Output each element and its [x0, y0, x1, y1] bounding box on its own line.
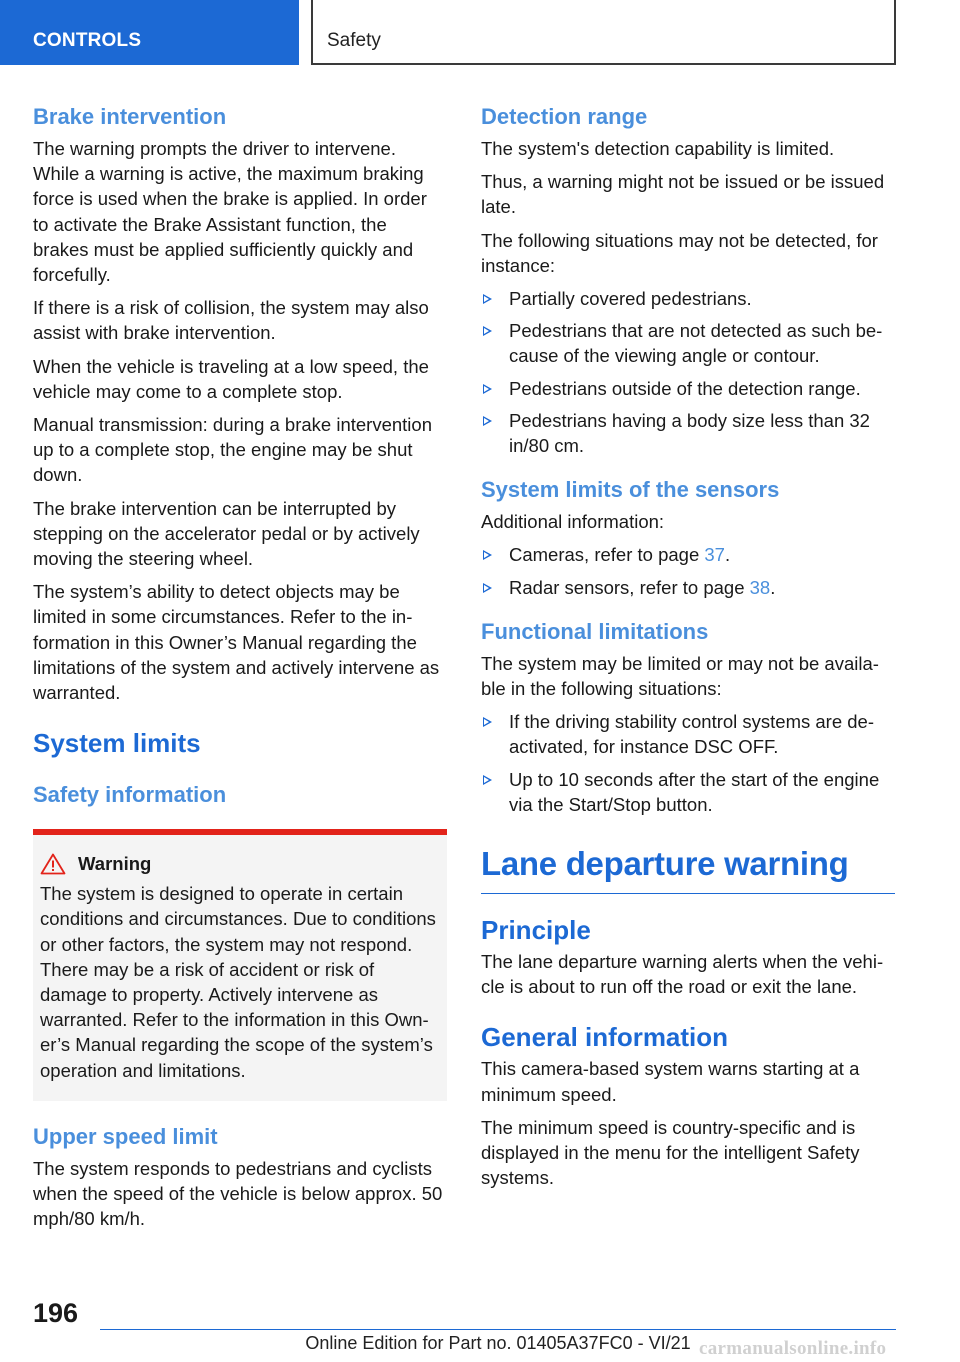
- paragraph: The warning prompts the driver to intervene. While a warning is active, the maximum braking force is used when the brake is applied. In order to activate the Brake Assistant function, the brakes must be applied sufficiently quickly and forcefully.: [33, 138, 427, 286]
- chapter-label: Safety: [327, 30, 381, 51]
- brake-intervention-heading: Brake intervention: [33, 104, 227, 129]
- bullet-triangle-icon: [483, 717, 492, 727]
- bullet-triangle-icon: [483, 775, 492, 785]
- functional-limitations-heading: Functional limitations: [481, 618, 709, 644]
- bullet-triangle-icon: [483, 326, 492, 336]
- list-item: Partially covered pedestrians.: [481, 286, 895, 311]
- detection-range-heading: Detection range: [481, 104, 648, 129]
- chapter-header: [311, 0, 896, 65]
- list-item: Radar sensors, refer to page 38.: [481, 575, 895, 600]
- warning-text: The system is designed to operate in certain conditions and circumstances. Due to conditions or other factors, the system may not respond. There may be a risk of accident or risk of damage to property. Actively intervene as warranted. Refer to the information in this Owner’s Manual regarding the scope of the system’s operation and limitations.: [40, 883, 436, 1081]
- system-limits-heading: System limits: [33, 728, 201, 759]
- bullet-triangle-icon: [483, 294, 492, 304]
- watermark: carmanualsonline.info: [699, 1338, 887, 1359]
- left-column: [33, 103, 447, 1240]
- safety-information-heading: Safety information: [33, 782, 227, 808]
- edition-note: Online Edition for Part no. 01405A37FC0 - VI/21: [305, 1333, 691, 1353]
- paragraph: Manual transmission: during a brake intervention up to a complete stop, the engine may be shut down.: [33, 414, 432, 486]
- page-number: 196: [33, 1298, 79, 1328]
- list-item: Pedestrians that are not detected as such because of the viewing angle or contour.: [481, 318, 895, 368]
- bullet-triangle-icon: [483, 550, 492, 560]
- right-column: [481, 103, 895, 1198]
- warning-title: Warning: [78, 853, 152, 875]
- list-item: Up to 10 seconds after the start of the engine via the Start/Stop button.: [481, 767, 895, 817]
- list-item: Pedestrians having a body size less than 32 in/80 cm.: [481, 408, 895, 458]
- warning-title-row: [40, 853, 439, 875]
- section-tab: [0, 0, 299, 65]
- paragraph: The system responds to pedestrians and cyclists when the speed of the vehicle is below approx. 50 mph/80 km/h.: [33, 1157, 443, 1230]
- paragraph: Additional information:: [481, 511, 665, 533]
- list-item: If the driving stability control systems are deactivated, for instance DSC OFF.: [481, 709, 895, 759]
- page-link-37[interactable]: 37: [704, 544, 725, 566]
- paragraph: The system may be limited or may not be available in the following situations:: [481, 652, 879, 700]
- paragraph: The system’s ability to detect objects may be limited in some circumstances. Refer to the information in this Owner’s Manual regarding the limitations of the system and actively intervene as warranted.: [33, 581, 440, 704]
- paragraph: The minimum speed is country-specific and is displayed in the menu for the intelligent Safety systems.: [481, 1116, 860, 1189]
- paragraph: This camera-based system warns starting at a minimum speed.: [481, 1058, 860, 1105]
- list-item: Cameras, refer to page 37.: [481, 542, 895, 567]
- lane-departure-warning-heading: Lane departure warning: [481, 843, 895, 894]
- paragraph: The system's detection capability is limited.: [481, 138, 835, 159]
- sensor-limits-heading: System limits of the sensors: [481, 477, 780, 503]
- footer-divider: [100, 1329, 896, 1330]
- warning-box: [33, 829, 447, 1101]
- upper-speed-limit-heading: Upper speed limit: [33, 1123, 218, 1149]
- functional-list: [481, 709, 895, 817]
- list-item: Pedestrians outside of the detection range.: [481, 376, 895, 401]
- bullet-triangle-icon: [483, 583, 492, 593]
- paragraph: When the vehicle is traveling at a low speed, the vehicle may come to a complete stop.: [33, 355, 429, 402]
- page-link-38[interactable]: 38: [749, 576, 771, 598]
- paragraph: The brake intervention can be interrupted by stepping on the accelerator pedal or by actively moving the steering wheel.: [33, 497, 420, 570]
- principle-heading: Principle: [481, 915, 591, 946]
- bullet-triangle-icon: [483, 416, 492, 426]
- bullet-triangle-icon: [483, 384, 492, 394]
- paragraph: The lane departure warning alerts when the vehicle is about to run off the road or exit the lane.: [481, 951, 884, 998]
- paragraph: The following situations may not be detected, for instance:: [481, 229, 878, 276]
- warning-triangle-icon: [40, 853, 66, 875]
- paragraph: If there is a risk of collision, the system may also assist with brake intervention.: [33, 297, 429, 344]
- section-label: CONTROLS: [33, 30, 142, 51]
- sensor-list: [481, 542, 895, 599]
- paragraph: Thus, a warning might not be issued or be issued late.: [481, 171, 885, 218]
- detection-list: [481, 286, 895, 458]
- general-information-heading: General information: [481, 1022, 729, 1053]
